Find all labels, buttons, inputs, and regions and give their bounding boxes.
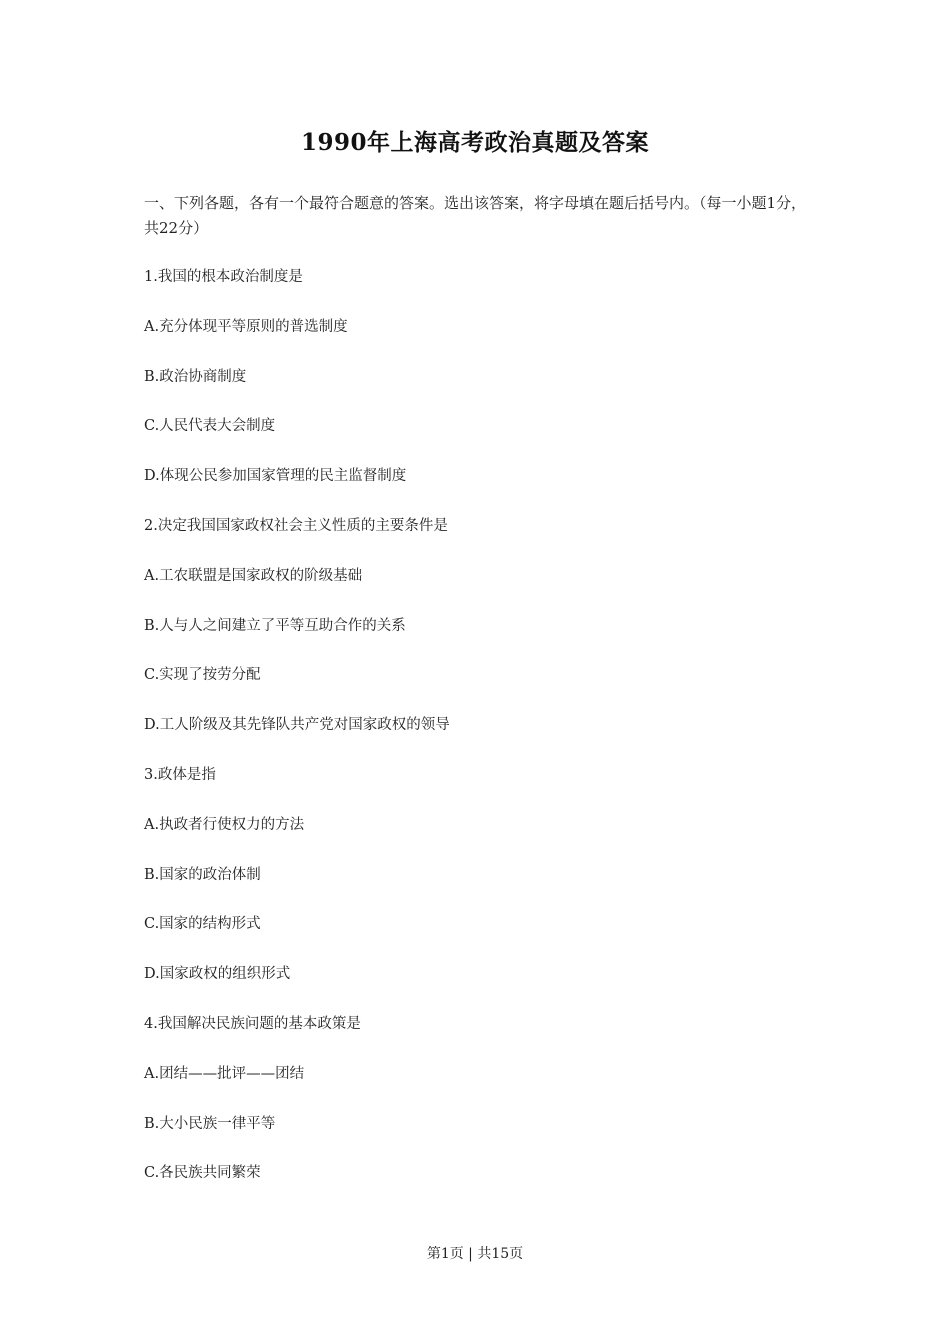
question-4-option-a: A.团结——批评——团结: [144, 1065, 305, 1082]
question-2-option-b: B.人与人之间建立了平等互助合作的关系: [144, 617, 406, 634]
question-3-option-b: B.国家的政治体制: [144, 866, 261, 883]
question-4-option-c: C.各民族共同繁荣: [144, 1165, 261, 1182]
question-2-option-d: D.工人阶级及其先锋队共产党对国家政权的领导: [144, 717, 450, 734]
question-3: 3.政体是指: [144, 766, 216, 783]
question-4-option-b: B.大小民族一律平等: [144, 1115, 276, 1132]
section-instructions: 一、下列各题，各有一个最符合题意的答案。选出该答案，将字母填在题后括号内。（每一小题1分，共22分）: [144, 194, 807, 237]
question-list: [144, 266, 809, 1212]
question-3-option-d: D.国家政权的组织形式: [144, 966, 291, 983]
page-footer: 第1页 | 共15页: [426, 1246, 524, 1262]
question-3-option-c: C.国家的结构形式: [144, 916, 261, 933]
question-3-option-a: A.执政者行使权力的方法: [144, 816, 305, 833]
question-2-option-c: C.实现了按劳分配: [144, 667, 261, 684]
page-title: 1990年上海高考政治真题及答案: [300, 129, 649, 156]
question-1-option-d: D.体现公民参加国家管理的民主监督制度: [144, 468, 407, 485]
question-4: 4.我国解决民族问题的基本政策是: [144, 1015, 361, 1032]
question-2-option-a: A.工农联盟是国家政权的阶级基础: [144, 567, 363, 584]
question-1-option-c: C.人民代表大会制度: [144, 418, 276, 435]
question-1: 1.我国的根本政治制度是: [144, 269, 303, 285]
question-1-option-a: A.充分体现平等原则的普选制度: [144, 318, 348, 335]
question-2: 2.决定我国国家政权社会主义性质的主要条件是: [144, 517, 448, 534]
question-1-option-b: B.政治协商制度: [144, 368, 247, 385]
